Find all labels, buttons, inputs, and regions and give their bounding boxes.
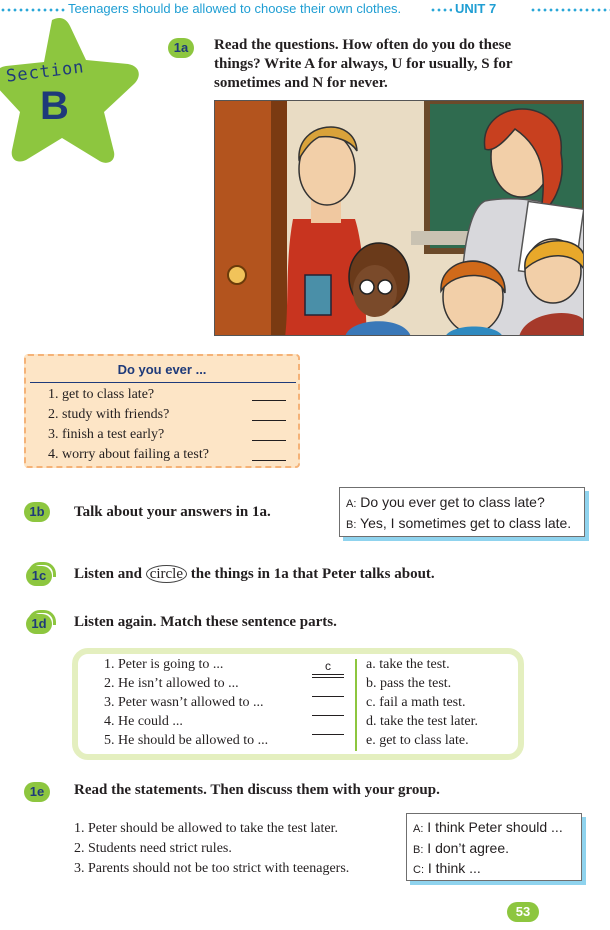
speaker-label: A: bbox=[346, 498, 357, 510]
header-title: Teenagers should be allowed to choose their own clothes. bbox=[68, 1, 402, 16]
exercise-badge-1e: 1e bbox=[24, 782, 50, 802]
do-you-ever-title: Do you ever ... bbox=[117, 362, 207, 377]
dialog-line bbox=[346, 515, 571, 531]
dialog-box-1e bbox=[406, 813, 582, 881]
match-answer-blank[interactable] bbox=[312, 734, 344, 735]
question-item: 2. study with friends? bbox=[48, 407, 170, 422]
unit-label: UNIT 7 bbox=[455, 1, 497, 16]
dialog-text: Do you ever get to class late? bbox=[360, 494, 545, 510]
match-answer-blank[interactable]: c bbox=[312, 658, 344, 675]
answer-blank[interactable] bbox=[252, 400, 286, 401]
instruction-1a-line: Read the questions. How often do you do these bbox=[214, 37, 512, 53]
dialog-line bbox=[346, 494, 545, 510]
header-dots-right bbox=[530, 8, 610, 12]
dialog-text: I don’t agree. bbox=[427, 840, 510, 856]
match-left-item: 3. Peter wasn’t allowed to ... bbox=[104, 695, 264, 710]
section-label: Section bbox=[5, 57, 86, 87]
header-dots-left bbox=[0, 8, 66, 12]
match-right-item: d. take the test later. bbox=[366, 714, 478, 729]
circled-word: circle bbox=[146, 565, 187, 583]
answer-blank[interactable] bbox=[252, 420, 286, 421]
dialog-text: Yes, I sometimes get to class late. bbox=[360, 515, 572, 531]
question-item: 3. finish a test early? bbox=[48, 427, 165, 442]
instruction-1a-line: things? Write A for always, U for usually, S for bbox=[214, 56, 513, 72]
dialog-line bbox=[413, 860, 481, 876]
match-right-item: b. pass the test. bbox=[366, 676, 452, 691]
answer-blank[interactable] bbox=[252, 460, 286, 461]
dialog-text: I think Peter should ... bbox=[427, 819, 563, 835]
instruction-1c-after: the things in 1a that Peter talks about. bbox=[190, 566, 435, 582]
dialog-line bbox=[413, 819, 563, 835]
instruction-1a-line: sometimes and N for never. bbox=[214, 75, 388, 91]
speaker-label: B: bbox=[346, 519, 357, 531]
header-dots-middle bbox=[430, 8, 452, 12]
instruction-1e: Read the statements. Then discuss them with your group. bbox=[74, 782, 440, 798]
question-item: 4. worry about failing a test? bbox=[48, 447, 209, 462]
statement-item: 1. Peter should be allowed to take the test later. bbox=[74, 821, 338, 836]
do-you-ever-box bbox=[24, 354, 300, 468]
instruction-1a bbox=[214, 36, 513, 93]
classroom-scene-icon bbox=[215, 101, 584, 336]
page-number: 53 bbox=[507, 902, 539, 922]
section-star-icon bbox=[0, 14, 160, 164]
match-left-item: 4. He could ... bbox=[104, 714, 183, 729]
instruction-1d: Listen again. Match these sentence parts. bbox=[74, 614, 337, 630]
box-divider bbox=[30, 382, 296, 383]
match-left-item: 1. Peter is going to ... bbox=[104, 657, 224, 672]
section-letter: B bbox=[40, 84, 69, 128]
statement-item: 2. Students need strict rules. bbox=[74, 841, 232, 856]
speaker-label: B: bbox=[413, 844, 424, 856]
instruction-1c-before: Listen and bbox=[74, 566, 142, 582]
answer-blank[interactable] bbox=[252, 440, 286, 441]
matching-divider bbox=[355, 659, 357, 751]
dialog-text: I think ... bbox=[427, 860, 481, 876]
exercise-badge-1d-listening: 1d bbox=[26, 614, 52, 634]
instruction-1c bbox=[74, 565, 435, 584]
exercise-badge-1b: 1b bbox=[24, 502, 50, 522]
match-right-item: c. fail a math test. bbox=[366, 695, 466, 710]
match-left-item: 5. He should be allowed to ... bbox=[104, 733, 269, 748]
classroom-illustration bbox=[214, 100, 584, 336]
statement-item: 3. Parents should not be too strict with teenagers. bbox=[74, 861, 350, 876]
speaker-label: C: bbox=[413, 864, 424, 876]
speaker-label: A: bbox=[413, 823, 424, 835]
exercise-badge-1c-listening: 1c bbox=[26, 566, 52, 586]
exercise-badge-1a: 1a bbox=[168, 38, 194, 58]
instruction-1b: Talk about your answers in 1a. bbox=[74, 504, 271, 520]
dialog-line bbox=[413, 840, 509, 856]
match-answer-blank[interactable] bbox=[312, 715, 344, 716]
match-answer-blank[interactable] bbox=[312, 677, 344, 678]
match-right-item: a. take the test. bbox=[366, 657, 450, 672]
dialog-box-1b bbox=[339, 487, 585, 537]
match-right-item: e. get to class late. bbox=[366, 733, 469, 748]
question-item: 1. get to class late? bbox=[48, 387, 155, 402]
match-left-item: 2. He isn’t allowed to ... bbox=[104, 676, 239, 691]
match-answer-blank[interactable] bbox=[312, 696, 344, 697]
